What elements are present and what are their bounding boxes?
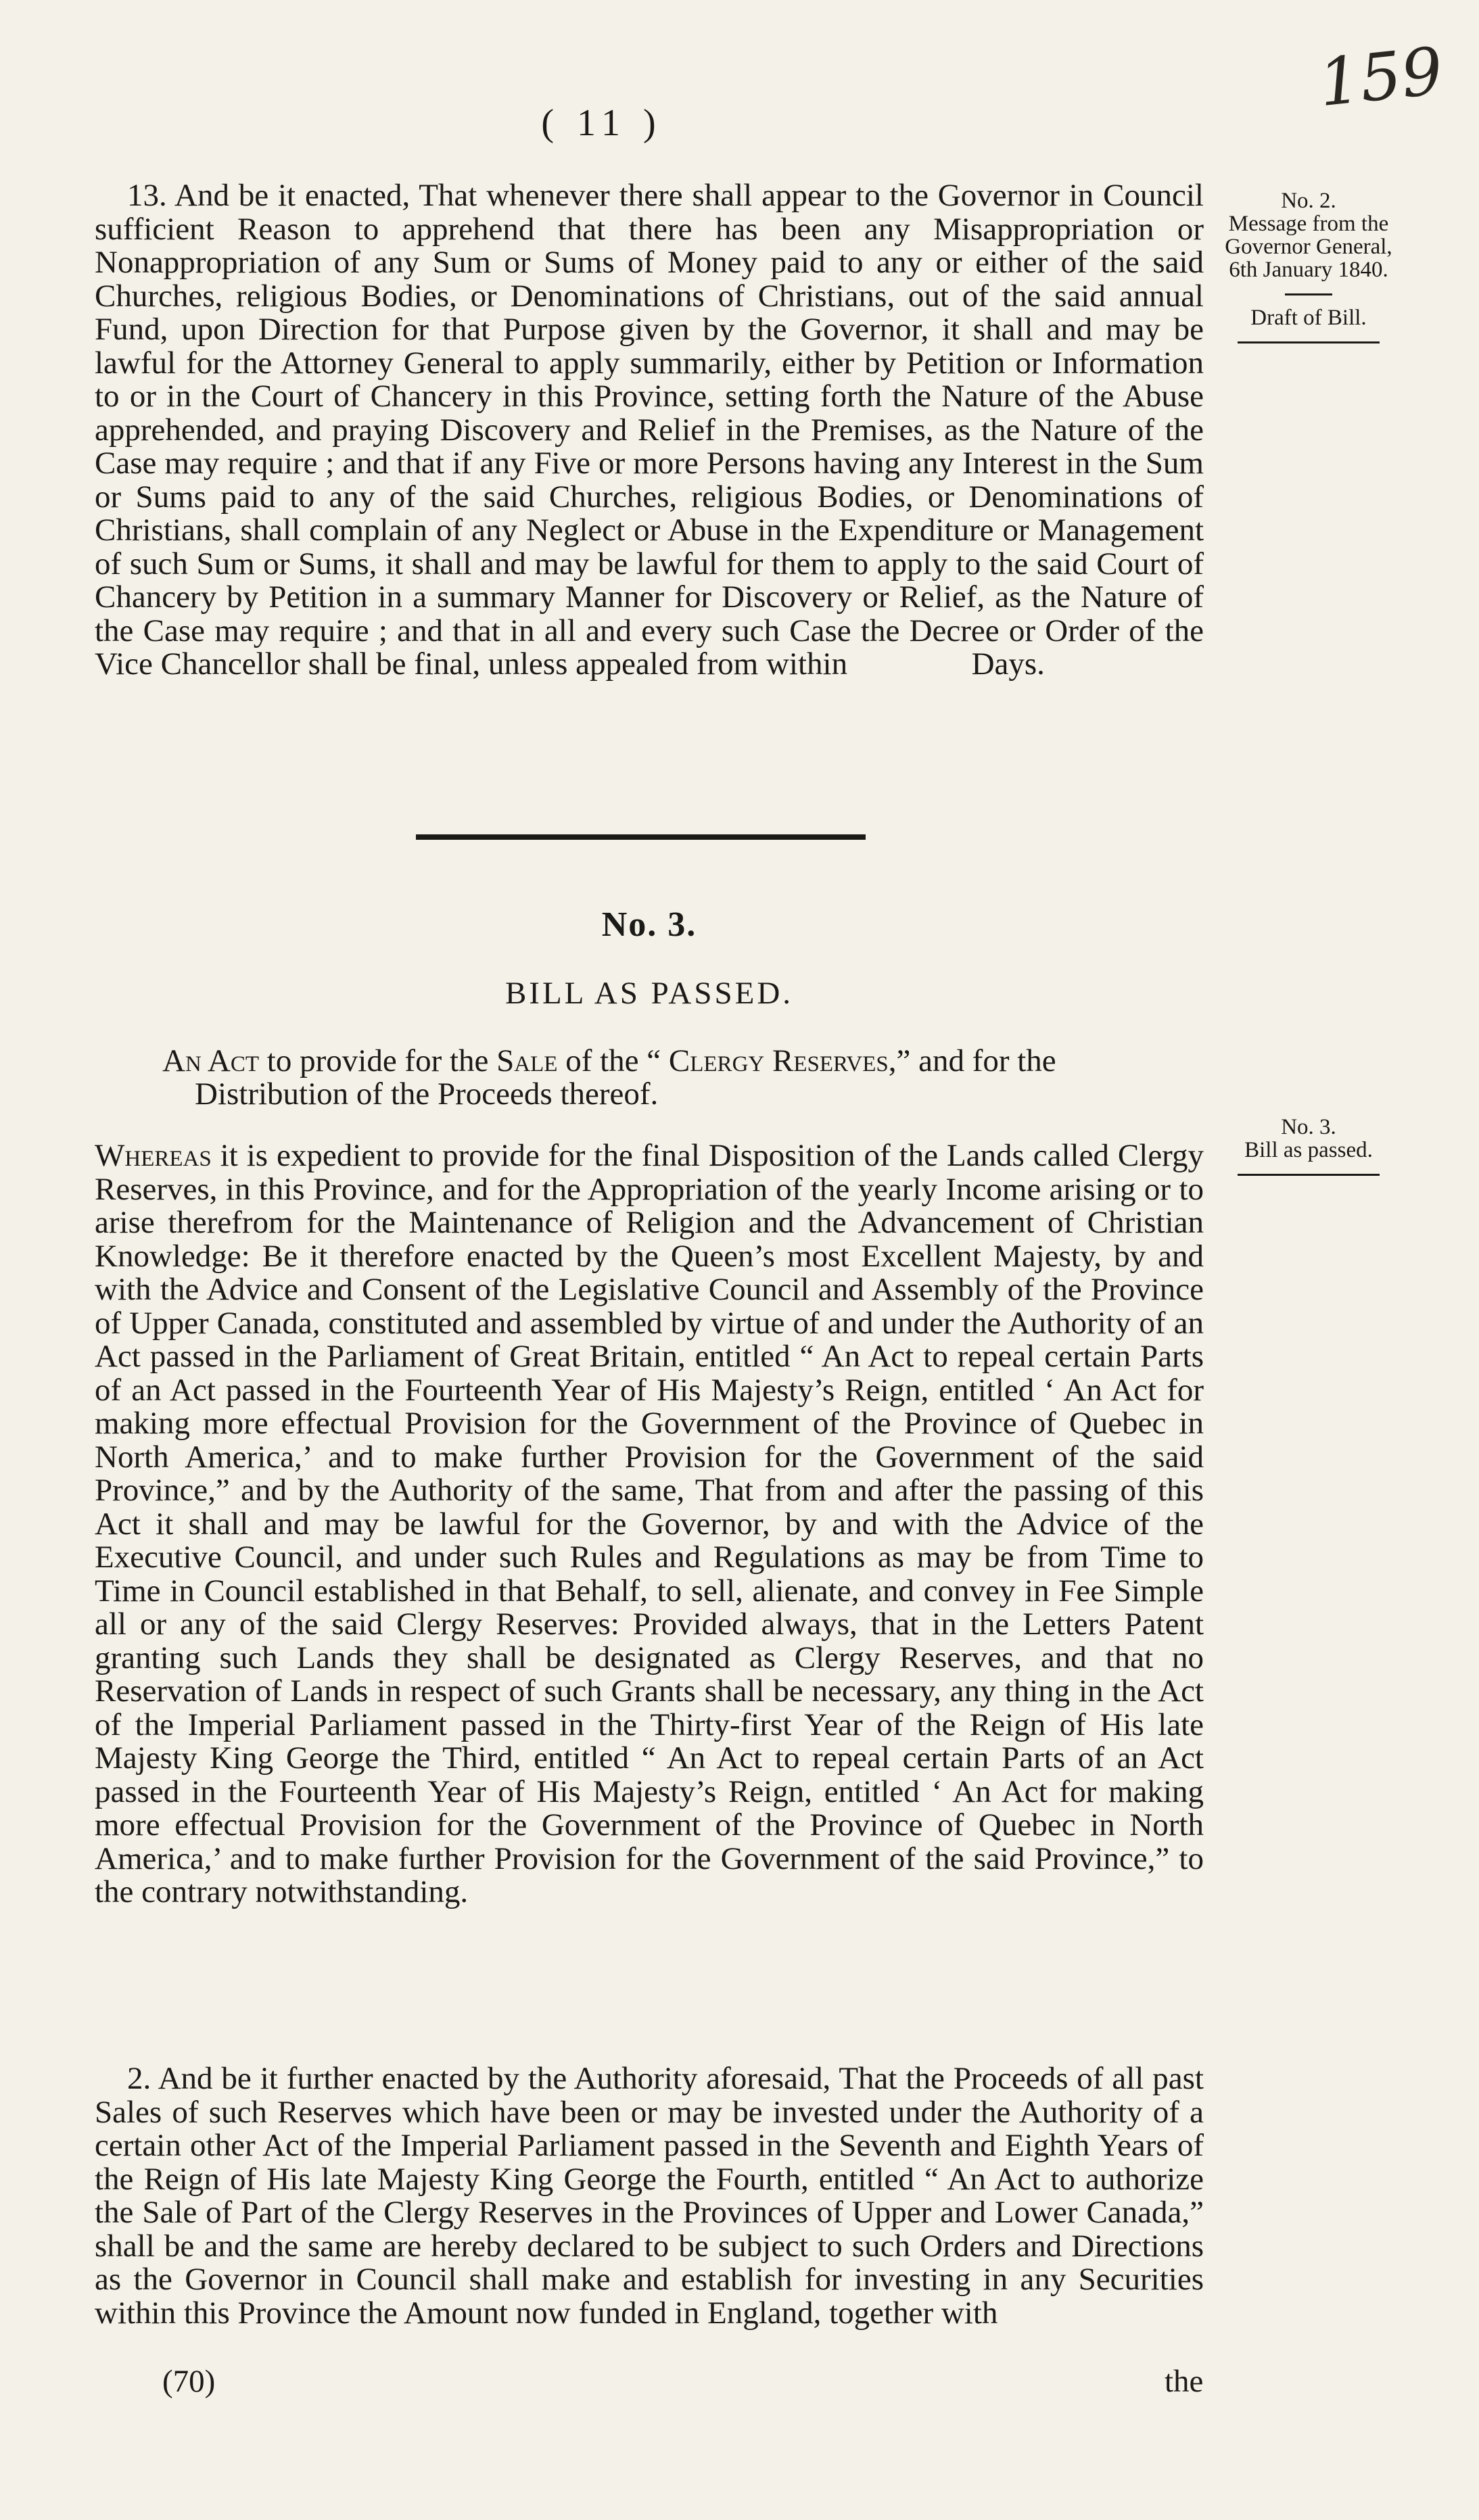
section-heading-number: No. 3. [601, 905, 697, 944]
section-2-paragraph [95, 2062, 1204, 2330]
act-title-text: ” and for the Distribution of the Proceeds thereof. [195, 1043, 1056, 1112]
whereas-lead-word: Whereas [95, 1138, 212, 1173]
margin-note-no-3 [1217, 1116, 1400, 1187]
act-title [162, 1045, 1204, 1111]
page-number: ( 11 ) [541, 102, 663, 144]
section-2-number: 2. [127, 2061, 151, 2096]
catchword: the [1165, 2364, 1204, 2399]
margin-note-no-3-subject: Bill as passed. [1244, 1138, 1373, 1162]
margin-note-no-2-subject: Draft of Bill. [1250, 306, 1367, 330]
margin-note-no-2-source: Message from the Governor General, 6th January 1840. [1225, 212, 1392, 282]
act-title-text: of the “ [557, 1043, 669, 1078]
section-heading-title: BILL AS PASSED. [504, 976, 794, 1011]
act-title-text: to provide for the [259, 1043, 497, 1078]
section-divider-rule [416, 834, 866, 840]
margin-note-divider [1238, 341, 1380, 343]
section-13-number: 13. [127, 178, 167, 213]
margin-note-no-3-label: No. 3. [1281, 1115, 1336, 1139]
margin-note-no-2-label: No. 2. [1281, 189, 1336, 213]
margin-note-no-2 [1217, 189, 1400, 354]
section-13-text: And be it enacted, That whenever there shall appear to the Governor in Council sufficient Reason to apprehend that there has been any Misappropriation or Nonappropriation of any Sum or Sums of Money paid to any or either of the said Churches, religious Bodies, or Denominations of Christians, out of the said annual Fund, upon Direction for that Purpose given by the Governor, it shall and may be lawful for the Attorney General to apply summarily, either by Petition or Information to or in the Court of Chancery in this Province, setting forth the Nature of the Abuse apprehended, and praying Discovery and Relief in the Premises, as the Nature of the Case may require ; and that if any Five or more Persons having any Interest in the Sum or Sums paid to any of the said Churches, religious Bodies, or Denominations of Christians, shall complain of any Neglect or Abuse in the Expenditure or Management of such Sum or Sums, it shall and may be lawful for them to apply to the said Court of Chancery by Petition in a summary Manner for Discovery or Relief, as the Nature of the Case may require ; and that in all and every such Case the Decree or Order of the Vice Chancellor shall be final, unless appealed from within [95, 178, 1204, 682]
margin-note-divider [1238, 1174, 1380, 1176]
act-title-clergy-reserves: Clergy Reserves, [668, 1043, 897, 1078]
margin-note-divider [1285, 293, 1332, 295]
section-13-days: Days. [971, 646, 1045, 682]
whereas-preamble-paragraph [95, 1139, 1204, 1909]
signature-mark: (70) [162, 2364, 216, 2399]
section-13-paragraph [95, 179, 1204, 682]
section-2-text: And be it further enacted by the Authority aforesaid, That the Proceeds of all past Sales of such Reserves which have been or may be invested under the Authority of a certain other Act of the Imperial Parliament passed in the Seventh and Eighth Years of the Reign of His late Majesty King George the Fourth, entitled “ An Act to authorize the Sale of Part of the Clergy Reserves in the Provinces of Upper and Lower Canada,” shall be and the same are hereby declared to be subject to such Orders and Directions as the Governor in Council shall make and establish for investing in any Securities within this Province the Amount now funded in England, together with [95, 2061, 1204, 2331]
act-title-sale: Sale [496, 1043, 558, 1078]
whereas-text: it is expedient to provide for the final Disposition of the Lands called Clergy Reserves, in this Province, and for the Appropriation of the yearly Income arising or to arise therefrom for the Maintenance of Religion and the Advancement of Christian Knowledge: Be it therefore enacted by the Queen’s most Excellent Majesty, by and with the Advice and Consent of the Legislative Council and Assembly of the Province of Upper Canada, constituted and assembled by virtue of and under the Authority of an Act passed in the Parliament of Great Britain, entitled “ An Act to repeal certain Parts of an Act passed in the Fourteenth Year of His Majesty’s Reign, entitled ‘ An Act for making more effectual Provision for the Government of the Province of Quebec in North America,’ and to make further Provision for the Government of the said Province,” and by the Authority of the same, That from and after the passing of this Act it shall and may be lawful for the Governor, by and with the Advice of the Executive Council, and under such Rules and Regulations as may be from Time to Time in Council established in that Behalf, to sell, alienate, and convey in Fee Simple all or any of the said Clergy Reserves: Provided always, that in the Letters Patent granting such Lands they shall be designated as Clergy Reserves, and that no Reservation of Lands in respect of such Grants shall be necessary, any thing in the Act of the Imperial Parliament passed in the Thirty-first Year of the Reign of His late Majesty King George the Third, entitled “ An Act to repeal certain Parts of an Act passed in the Fourteenth Year of His Majesty’s Reign, entitled ‘ An Act for making more effectual Provision for the Government of the Province of Quebec in North America,’ and to make further Provision for the Government of the said Province,” to the contrary notwithstanding. [95, 1138, 1204, 1909]
act-title-lead: An Act [162, 1043, 260, 1078]
handwritten-folio-number: 159 [1315, 32, 1447, 122]
